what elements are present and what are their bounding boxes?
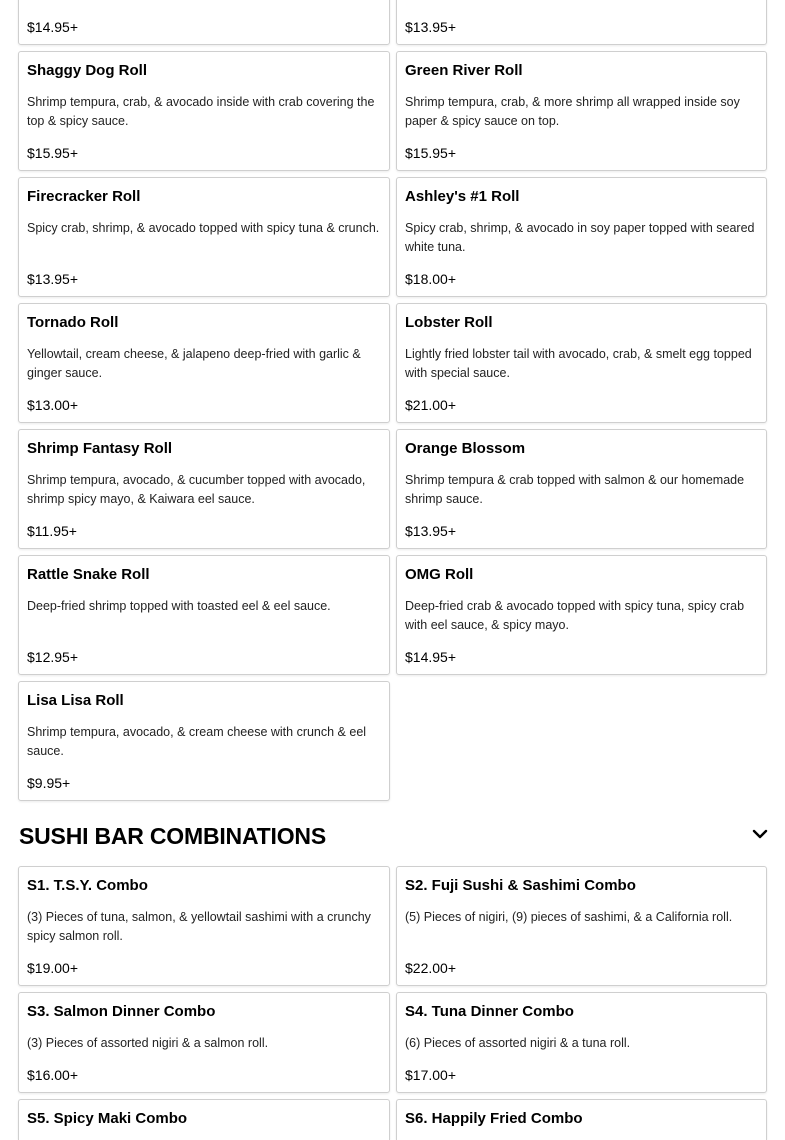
item-name: Firecracker Roll bbox=[27, 188, 141, 205]
item-price: $21.00+ bbox=[405, 397, 456, 413]
item-name: OMG Roll bbox=[405, 566, 474, 583]
item-price: $15.95+ bbox=[405, 145, 456, 161]
menu-item-card[interactable] bbox=[396, 177, 767, 297]
item-description: Deep-fried shrimp topped with toasted eel & eel sauce. bbox=[27, 599, 331, 613]
item-name: Orange Blossom bbox=[405, 440, 526, 457]
item-name: S1. T.S.Y. Combo bbox=[27, 877, 148, 894]
item-name: Tornado Roll bbox=[27, 314, 119, 331]
item-price: $13.95+ bbox=[27, 271, 78, 287]
chevron-down-icon[interactable] bbox=[751, 825, 769, 843]
item-name: S2. Fuji Sushi & Sashimi Combo bbox=[405, 877, 636, 894]
item-name: S3. Salmon Dinner Combo bbox=[27, 1003, 216, 1020]
menu-item-card[interactable] bbox=[18, 992, 390, 1093]
item-description: Yellowtail, cream cheese, & jalapeno deep-fried with garlic & ginger sauce. bbox=[27, 347, 361, 380]
section-title-sushi-bar-combinations[interactable]: SUSHI BAR COMBINATIONS bbox=[19, 823, 326, 849]
item-name: S6. Happily Fried Combo bbox=[405, 1110, 583, 1127]
item-name: S5. Spicy Maki Combo bbox=[27, 1110, 188, 1127]
menu-item-card[interactable] bbox=[396, 429, 767, 549]
menu-item-card[interactable] bbox=[396, 555, 767, 675]
item-description: Spicy crab, shrimp, & avocado topped with spicy tuna & crunch. bbox=[27, 221, 380, 235]
item-price: $11.95+ bbox=[27, 523, 77, 539]
item-description: Shrimp tempura, crab, & more shrimp all wrapped inside soy paper & spicy sauce on top. bbox=[405, 95, 740, 128]
item-price: $13.95+ bbox=[405, 523, 456, 539]
item-description: Deep-fried crab & avocado topped with spicy tuna, spicy crab with eel sauce, & spicy mayo. bbox=[405, 599, 745, 632]
menu-item-card[interactable] bbox=[396, 866, 767, 986]
menu-item-card[interactable] bbox=[18, 866, 390, 986]
menu-item-card[interactable] bbox=[18, 0, 390, 45]
item-description: Spicy crab, shrimp, & avocado in soy paper topped with seared white tuna. bbox=[405, 221, 755, 254]
item-price: $13.00+ bbox=[27, 397, 78, 413]
item-description: Shrimp tempura, crab, & avocado inside with crab covering the top & spicy sauce. bbox=[27, 95, 375, 128]
item-name: Lobster Roll bbox=[405, 314, 493, 331]
item-name: Shaggy Dog Roll bbox=[27, 62, 147, 79]
item-price: $15.95+ bbox=[27, 145, 78, 161]
item-description: Shrimp tempura & crab topped with salmon & our homemade shrimp sauce. bbox=[405, 473, 745, 506]
item-description: Shrimp tempura, avocado, & cucumber topped with avocado, shrimp spicy mayo, & Kaiwara eel sauce. bbox=[27, 473, 366, 506]
menu-item-card[interactable] bbox=[396, 303, 767, 423]
item-price: $17.00+ bbox=[405, 1067, 456, 1083]
item-price: $13.95+ bbox=[405, 19, 456, 35]
menu-item-card[interactable] bbox=[18, 429, 390, 549]
item-price: $14.95+ bbox=[27, 19, 78, 35]
menu-item-card[interactable] bbox=[396, 51, 767, 171]
menu-item-card[interactable] bbox=[18, 555, 390, 675]
item-description: Lightly fried lobster tail with avocado, crab, & smelt egg topped with special sauce. bbox=[405, 347, 752, 380]
menu-item-card[interactable] bbox=[18, 51, 390, 171]
item-name: Shrimp Fantasy Roll bbox=[27, 440, 173, 457]
menu-item-card[interactable] bbox=[18, 681, 390, 801]
item-price: $14.95+ bbox=[405, 649, 456, 665]
item-description: Shrimp tempura, avocado, & cream cheese with crunch & eel sauce. bbox=[27, 725, 367, 758]
item-description: (6) Pieces of assorted nigiri & a tuna roll. bbox=[405, 1036, 631, 1050]
menu-item-card[interactable] bbox=[396, 0, 767, 45]
item-name: Ashley's #1 Roll bbox=[405, 188, 520, 205]
item-name: S4. Tuna Dinner Combo bbox=[405, 1003, 574, 1020]
menu-item-card[interactable] bbox=[18, 1099, 390, 1140]
item-description: (3) Pieces of tuna, salmon, & yellowtail sashimi with a crunchy spicy salmon roll. bbox=[27, 910, 371, 943]
menu-item-card[interactable] bbox=[396, 992, 767, 1093]
item-description: (3) Pieces of assorted nigiri & a salmon roll. bbox=[27, 1036, 269, 1050]
menu-item-card[interactable] bbox=[18, 303, 390, 423]
item-price: $12.95+ bbox=[27, 649, 78, 665]
item-price: $9.95+ bbox=[27, 775, 71, 791]
item-name: Rattle Snake Roll bbox=[27, 566, 150, 583]
item-description: (5) Pieces of nigiri, (9) pieces of sashimi, & a California roll. bbox=[405, 910, 733, 924]
item-name: Green River Roll bbox=[405, 62, 523, 79]
item-price: $22.00+ bbox=[405, 960, 456, 976]
menu-item-card[interactable] bbox=[18, 177, 390, 297]
menu-item-card[interactable] bbox=[396, 1099, 767, 1140]
item-price: $18.00+ bbox=[405, 271, 456, 287]
item-price: $16.00+ bbox=[27, 1067, 78, 1083]
item-price: $19.00+ bbox=[27, 960, 78, 976]
item-name: Lisa Lisa Roll bbox=[27, 692, 124, 709]
